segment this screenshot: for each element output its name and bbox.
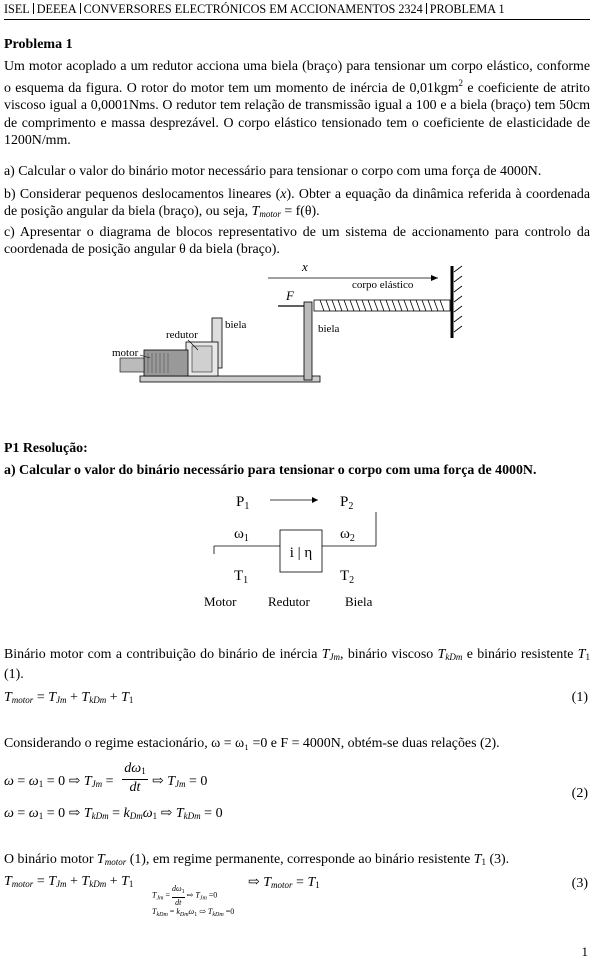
page-number: 1 — [581, 944, 588, 959]
question-a: a) Calcular o valor do binário motor necessário para tensionar o corpo com uma força de 4000N. — [4, 164, 542, 179]
corpo-label: corpo elástico — [352, 279, 414, 291]
x-label: x — [302, 259, 308, 274]
question-c: c) Apresentar o diagrama de blocos representativo de um sistema de accionamento para controlo da coordenada de posição angular θ da biela (braço). — [4, 225, 590, 258]
w1-label: $\omega_1$ — [234, 526, 249, 544]
equation-2: $\omega = \omega_1 = 0$ ⇨ $T_{Jm}$ = $d\omega_1$ dt ⇨ $T_{Jm} = 0$ $\omega = \omega_1 = 0$ ⇨ $T_{kDm} = k_{Dm}\omega_1$ ⇨ $T_{kDm} = 0$ — [4, 761, 223, 821]
t1-label: $T_1$ — [234, 568, 249, 586]
biela-label-left: biela — [225, 319, 247, 331]
equation-1: $T_{motor} = T_{Jm} + T_{kDm} + T_1$ — [4, 690, 134, 705]
question-b: b) Considerar pequenos deslocamentos lineares (x). Obter a equação da dinâmica referida à coordenada de posição angular da biela (braço), ou seja, $T_{motor} = f(\theta)$. — [4, 187, 590, 220]
header-isel: ISEL — [4, 2, 30, 16]
motor-caption: Motor — [204, 594, 237, 609]
text-steady-torque: O binário motor $T_{motor}$ (1), em regime permanente, corresponde ao binário resistente $T_1$ (3). — [4, 852, 510, 867]
p2-label: $P_2$ — [340, 494, 354, 512]
header-problem: PROBLEMA 1 — [429, 2, 505, 16]
text-torque-components: Binário motor com a contribuição do binário de inércia $T_{Jm}$, binário viscoso $T_{kDm}$ e binário resistente $T_1$ (1). — [4, 647, 590, 683]
equation-2-number: (2) — [571, 786, 588, 801]
redutor-label: redutor — [166, 329, 198, 341]
biela-caption: Biela — [345, 594, 373, 609]
biela-label-right: biela — [318, 323, 340, 335]
problem-title: Problema 1 — [4, 37, 73, 52]
header-course: CONVERSORES ELECTRÓNICOS EM ACCIONAMENTOS 2324 — [83, 2, 423, 16]
reducer-box-label: i | η — [289, 545, 313, 561]
mechanism-figure — [100, 258, 500, 398]
t2-label: $T_2$ — [340, 568, 355, 586]
resolution-title: P1 Resolução: — [4, 441, 88, 456]
motor-label: motor — [112, 347, 139, 359]
running-header — [4, 2, 590, 20]
redutor-caption: Redutor — [268, 594, 310, 609]
equation-3-number: (3) — [571, 876, 588, 891]
header-deeea: DEEEA — [36, 2, 77, 16]
equation-1-number: (1) — [571, 690, 588, 705]
resolution-question-a: a) Calcular o valor do binário necessário para tensionar o corpo com uma força de 4000N. — [4, 463, 537, 478]
p1-label: $P_1$ — [236, 494, 250, 512]
power-flow-diagram — [200, 488, 390, 618]
force-label: F — [286, 288, 294, 303]
equation-3: $T_{motor} = T_{Jm} + T_{kDm} + T_1$ $T_{Jm}$ = $\frac{d\omega_1}{dt}$ ⇨ $T_{Jm} =0$ $T_{kDm} = k_{Dm}\omega_1$ ⇨ $T_{kDm} =0$ ⇨ $T_{motor} = T_1$ — [4, 874, 320, 918]
w2-label: $\omega_2$ — [340, 526, 355, 544]
problem-paragraph: Um motor acoplado a um redutor acciona uma biela (braço) para tensionar um corpo elástico, conforme o esquema da figura. O rotor do motor tem um momento de inércia de 0,01kgm$^2$ e coeficiente de atrito viscoso igual a 0,0001Nms. O redutor tem relação de transmissão igual a 100 e a biela (braço) tem 50cm de comprimento e massa desprezável. O corpo elástico tensionado tem o coeficiente de elasticidade de 1200N/mm. — [4, 59, 590, 148]
text-steady-state: Considerando o regime estacionário, ω = ω₁ =0 e F = 4000N, obtém-se duas relações (2). — [4, 736, 500, 751]
